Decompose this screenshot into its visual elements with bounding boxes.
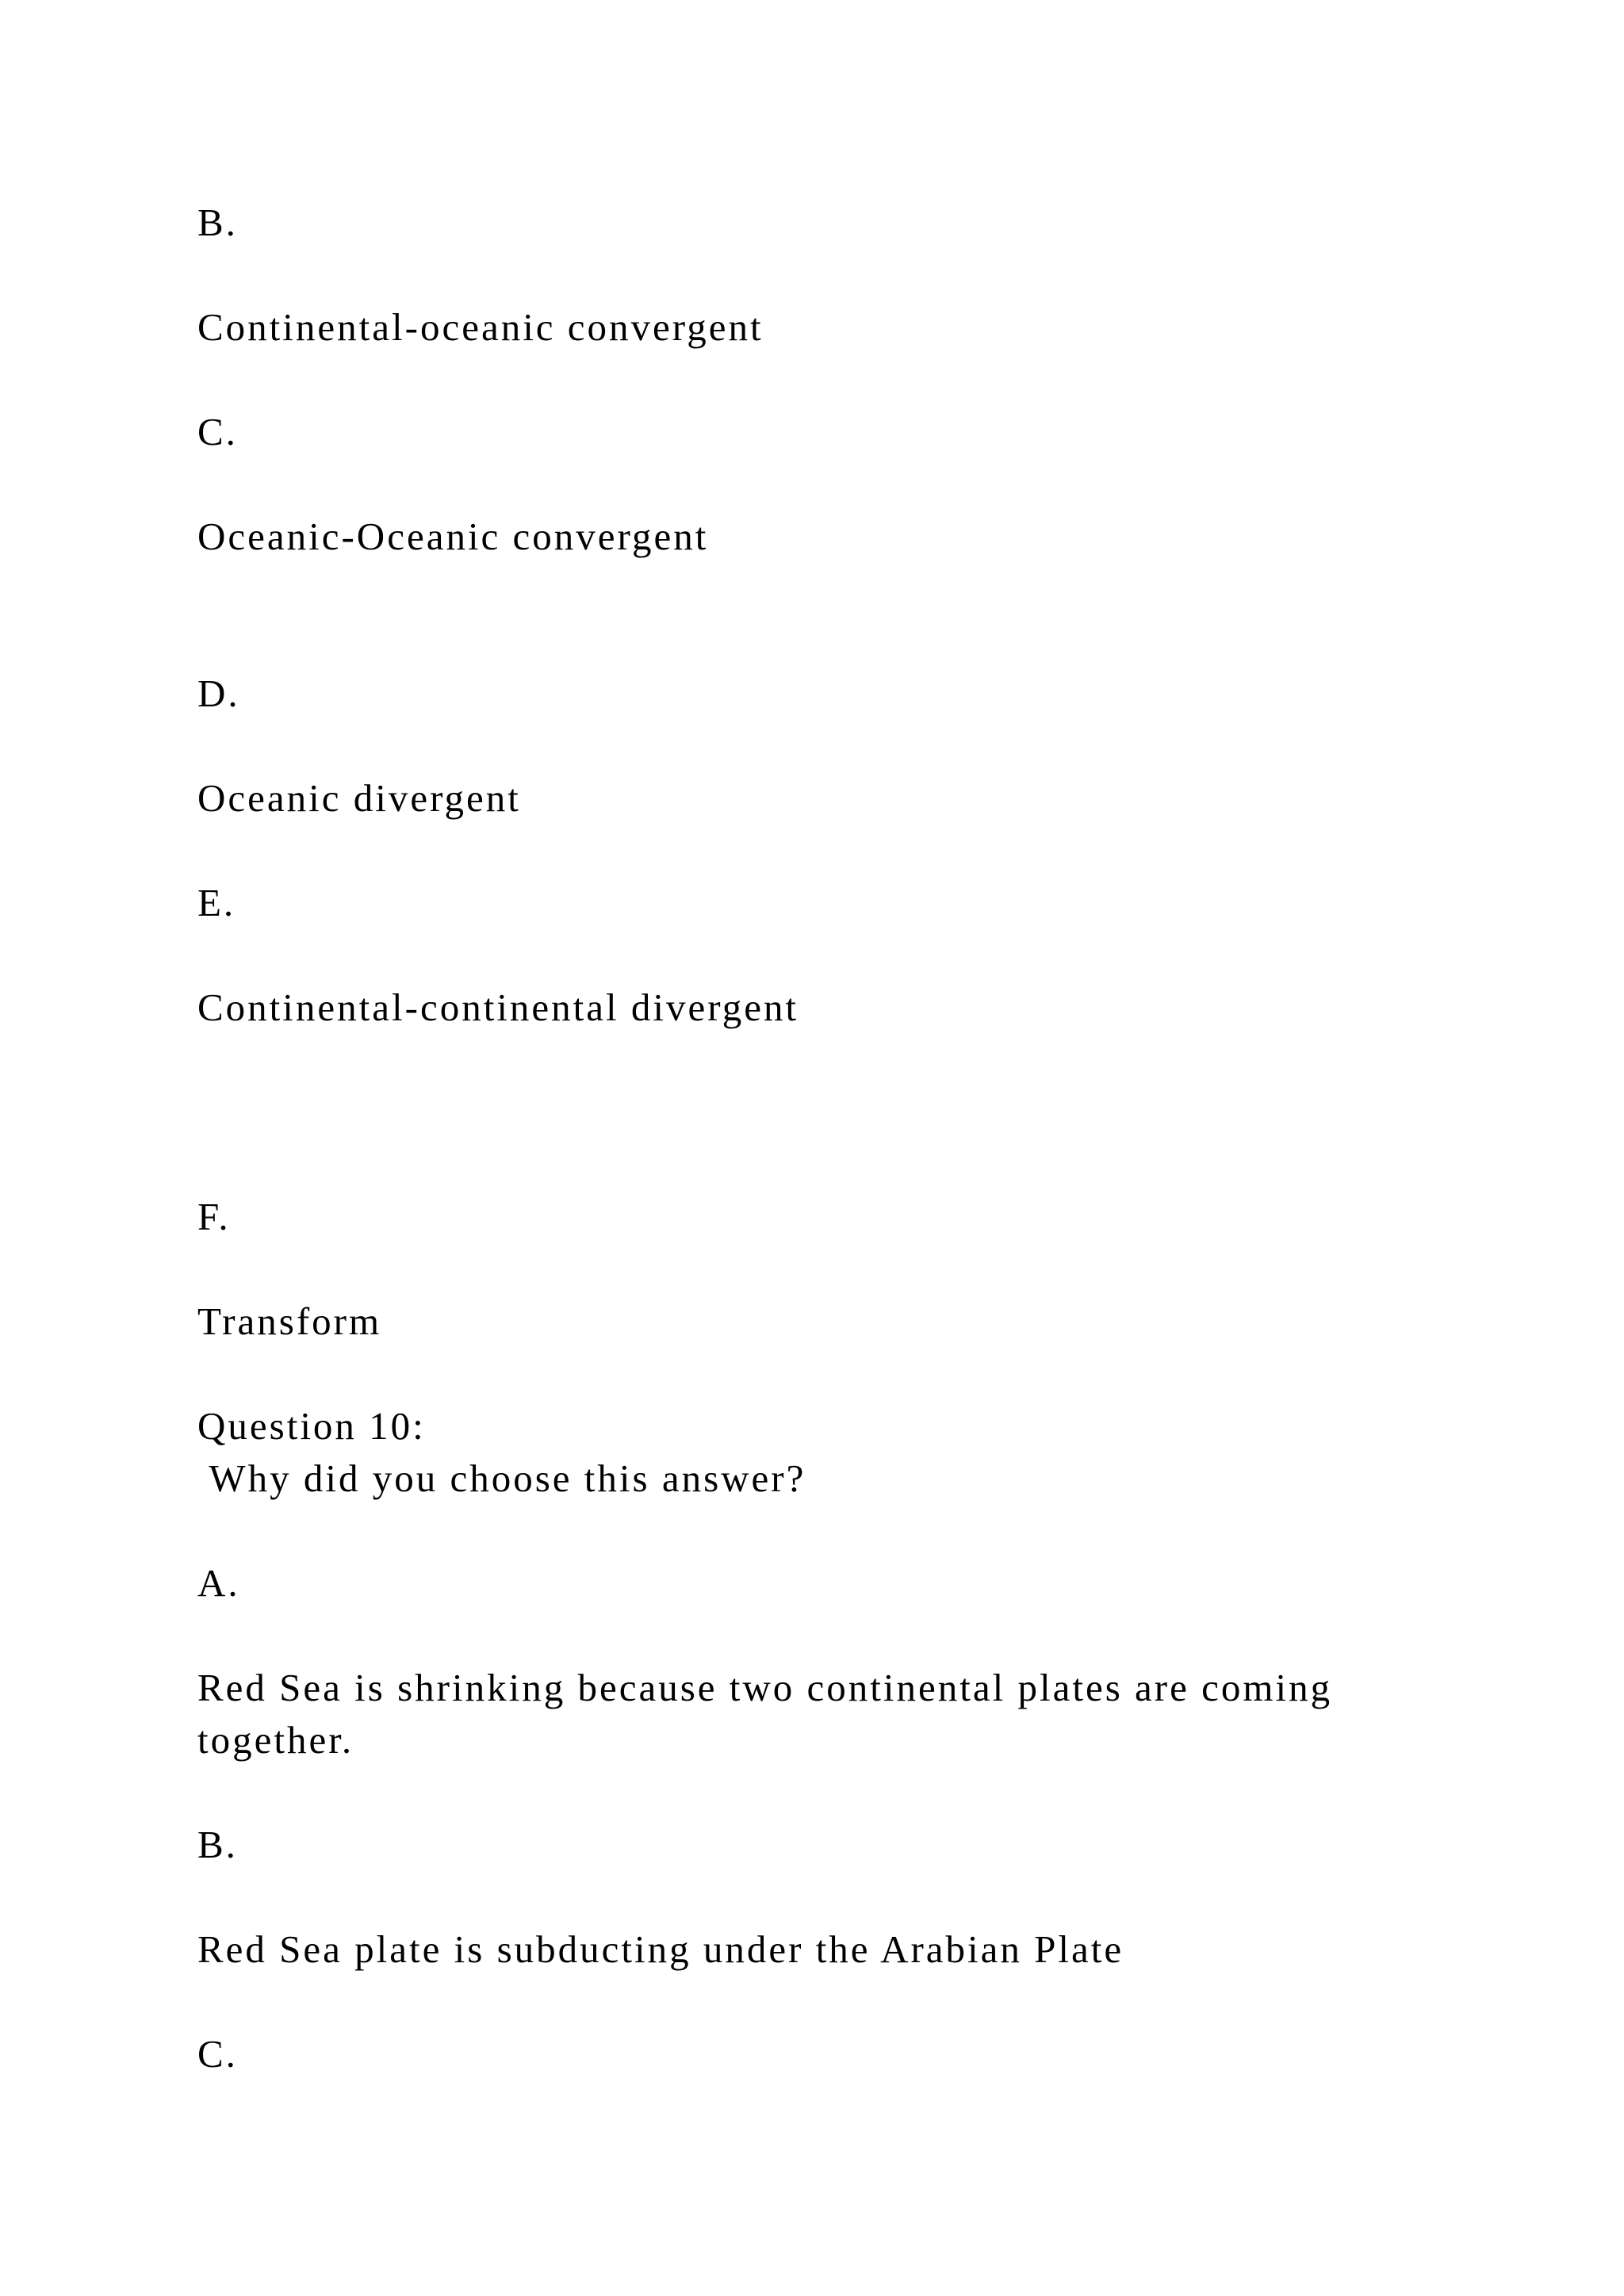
option-letter-b: B. [197, 201, 238, 244]
q10-option-text-a-line1: Red Sea is shrinking because two continental plates are coming [197, 1666, 1333, 1709]
q10-option-text-a-line2: together. [197, 1718, 354, 1762]
option-letter-f: F. [197, 1195, 231, 1238]
option-text-f: Transform [197, 1299, 382, 1343]
q10-option-text-b: Red Sea plate is subducting under the Arabian Plate [197, 1927, 1124, 1971]
option-letter-e: E. [197, 881, 236, 924]
option-letter-c: C. [197, 410, 238, 453]
option-text-c: Oceanic-Oceanic convergent [197, 515, 709, 558]
option-letter-d: D. [197, 672, 240, 715]
question-10-prompt: Why did you choose this answer? [197, 1456, 806, 1500]
q10-option-letter-a: A. [197, 1561, 240, 1605]
q10-option-letter-c: C. [197, 2032, 238, 2076]
option-text-e: Continental-continental divergent [197, 985, 799, 1029]
question-10-label: Question 10: [197, 1404, 426, 1448]
option-text-b: Continental-oceanic convergent [197, 305, 764, 349]
option-text-d: Oceanic divergent [197, 776, 521, 820]
q10-option-letter-b: B. [197, 1823, 238, 1866]
